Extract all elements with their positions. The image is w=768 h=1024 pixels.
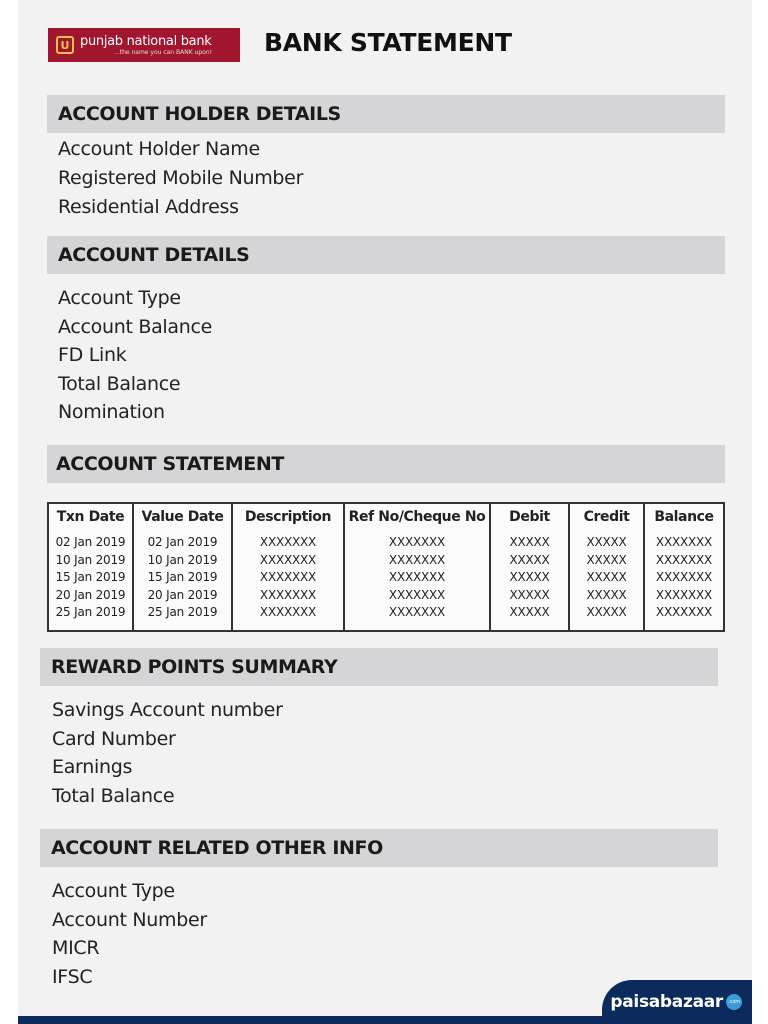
table-cell: 25 Jan 2019 [147,605,218,619]
table-cell: 10 Jan 2019 [55,552,126,567]
table-cell: 15 Jan 2019 [55,570,126,584]
table-cell: 02 Jan 2019 [55,535,126,549]
table-cell: XXXXXXX [388,570,446,584]
paisabazaar-logo [602,980,752,1024]
section-header-account-details: ACCOUNT DETAILS [47,236,725,274]
table-cell: 20 Jan 2019 [147,587,218,602]
field-label: Nomination [58,401,165,423]
field-label: IFSC [52,965,93,988]
column-txn-date [49,504,134,630]
statement-table [47,502,725,632]
table-cell: XXXXXXX [655,552,713,567]
field-label: Account Holder Name [58,138,260,160]
table-cell: XXXXX [586,570,627,584]
column-balance [645,504,723,630]
column-header: Description [244,509,332,525]
table-cell: 02 Jan 2019 [147,535,218,549]
table-cell: XXXXX [509,587,550,602]
table-cell: XXXXXXX [259,552,317,567]
field-label: Total Balance [58,372,181,395]
column-value-date [134,504,233,630]
field-label: Account Type [58,287,181,309]
section-header-account-holder: ACCOUNT HOLDER DETAILS [47,95,725,133]
section-header-account-statement: ACCOUNT STATEMENT [47,445,725,483]
account-holder-fields [58,138,303,225]
table-cell: XXXXXXX [388,605,446,619]
table-cell: XXXXX [586,587,627,602]
field-label: Account Type [52,880,175,902]
field-label: Account Balance [58,315,213,338]
column-description [233,504,345,630]
bank-emblem-icon: U [56,36,74,54]
table-cell: XXXXX [509,552,550,567]
field-label: Residential Address [58,196,239,218]
page-title: BANK STATEMENT [264,28,512,57]
table-cell: 10 Jan 2019 [147,552,218,567]
field-label: Total Balance [52,784,175,807]
table-cell: XXXXXXX [259,535,317,549]
column-header: Debit [509,509,550,525]
column-ref-no [345,504,491,630]
table-cell: 15 Jan 2019 [147,570,218,584]
brand-badge-icon: .com [726,994,742,1010]
table-cell: XXXXX [586,605,627,619]
field-label: Earnings [52,756,133,778]
table-cell: XXXXXXX [259,587,317,602]
account-details-fields [58,287,212,430]
table-cell: XXXXX [509,570,550,584]
table-cell: XXXXXXX [655,570,713,584]
table-cell: XXXXXXX [259,570,317,584]
field-label: Account Number [52,908,207,931]
table-cell: XXXXXXX [388,535,446,549]
table-cell: 20 Jan 2019 [55,587,126,602]
section-header-reward-points: REWARD POINTS SUMMARY [40,648,718,686]
table-cell: XXXXX [509,605,550,619]
table-cell: XXXXXXX [655,587,713,602]
statement-page [18,0,752,1024]
field-label: MICR [52,937,100,959]
column-header: Balance [654,509,714,525]
column-credit [570,504,645,630]
column-debit [491,504,570,630]
section-header-other-info: ACCOUNT RELATED OTHER INFO [40,829,718,867]
field-label: Savings Account number [52,699,283,721]
bank-logo-name: punjab national bank [80,33,212,49]
reward-points-fields [52,699,283,813]
column-header: Credit [583,509,630,525]
column-header: Value Date [141,509,224,525]
table-cell: 25 Jan 2019 [55,605,126,619]
bank-logo [48,28,240,62]
table-cell: XXXXX [586,552,627,567]
field-label: Registered Mobile Number [58,167,304,189]
table-cell: XXXXXXX [388,552,446,567]
table-cell: XXXXXXX [259,605,317,619]
bank-logo-tagline: ...the name you can BANK upon! [114,48,213,56]
table-cell: XXXXX [586,535,627,549]
column-header: Txn Date [56,509,125,525]
table-cell: XXXXX [509,535,550,549]
table-cell: XXXXXXX [655,535,713,549]
other-info-fields [52,880,207,994]
field-label: Card Number [52,727,176,750]
field-label: FD Link [58,344,127,366]
column-header: Ref No/Cheque No [348,509,486,525]
table-cell: XXXXXXX [388,587,446,602]
table-cell: XXXXXXX [655,605,713,619]
brand-name: paisabazaar [610,992,723,1012]
